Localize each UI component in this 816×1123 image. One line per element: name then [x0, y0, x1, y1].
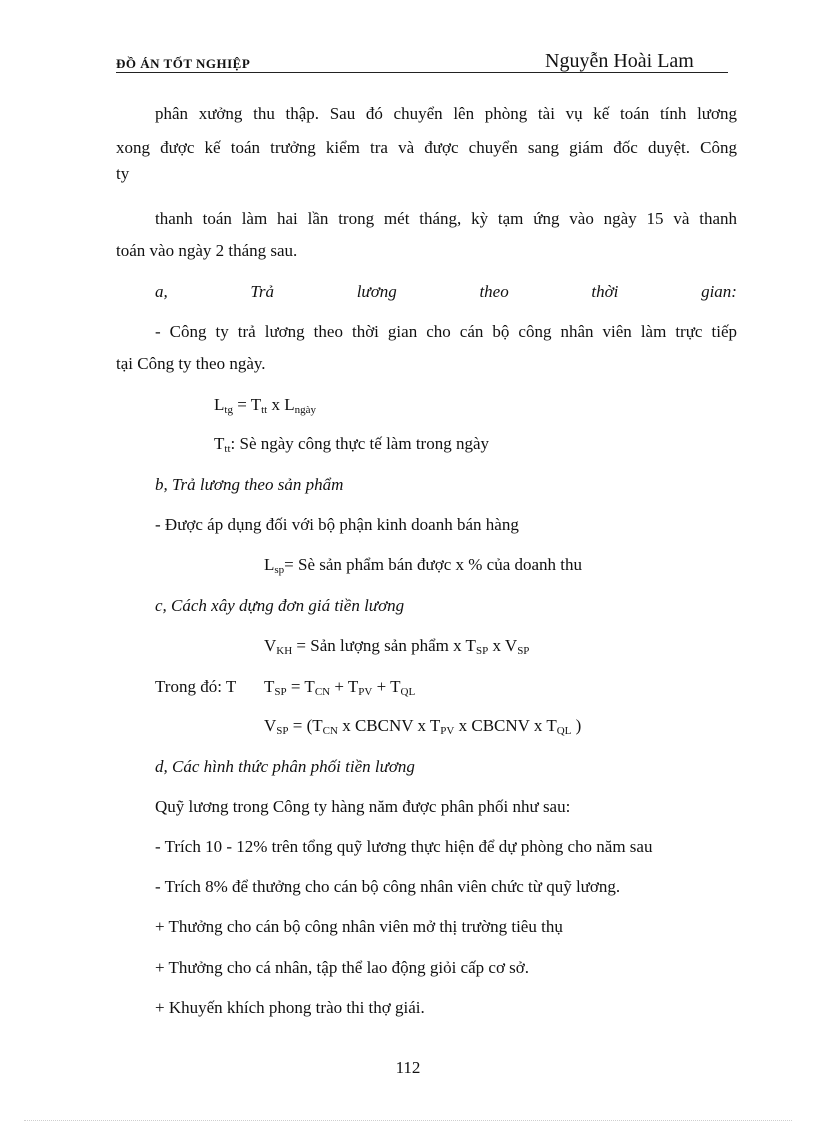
paragraph-line: xong được kế toán trưởng kiểm tra và được chuyển sang giám đốc duyệt. Công [116, 138, 737, 157]
header-title: ĐỒ ÁN TỐT NGHIỆP [116, 56, 251, 71]
heading-a-word: Trả [250, 282, 275, 301]
page-number: 112 [395, 1058, 421, 1077]
heading-a-word: gian: [701, 282, 737, 301]
paragraph-line: + Thưởng cho cá nhân, tập thể lao động giỏi cấp cơ sở. [155, 958, 530, 977]
paragraph-line: - Công ty trả lương theo thời gian cho cán bộ công nhân viên làm trực tiếp [155, 322, 737, 341]
paragraph-line: - Trích 8% để thưởng cho cán bộ công nhân viên chức từ quỹ lương. [155, 877, 621, 896]
paragraph-line: tại Công ty theo ngày. [116, 354, 266, 373]
heading-a [155, 281, 737, 303]
heading-a-word: thời [591, 282, 619, 301]
heading-a-word: theo [479, 282, 509, 301]
heading-a-word: a, [155, 282, 168, 301]
paragraph-line: + Khuyến khích phong trào thi thợ giái. [155, 998, 425, 1017]
paragraph-line: Quỹ lương trong Công ty hàng năm được phân phối như sau: [155, 797, 571, 816]
paragraph-line: ty [116, 164, 130, 183]
paragraph-line: phân xưởng thu thập. Sau đó chuyển lên phòng tài vụ kế toán tính lương [155, 104, 737, 123]
heading-d: d, Các hình thức phân phối tiền lương [155, 757, 415, 776]
formula-ttt-definition: $T_{tt}$: Sè ngày công thực tế làm trong ngày [214, 434, 490, 455]
header-rule [116, 72, 728, 73]
paragraph-line: - Được áp dụng đối với bộ phận kinh doanh bán hàng [155, 515, 519, 534]
formula-vkh: $V_{KH}$ = Sản lượng sản phẩm x $T_{SP}$ x $V_{SP}$ [264, 636, 530, 657]
page-bottom-border [24, 1120, 792, 1121]
heading-a-word: lương [356, 282, 397, 301]
formula-tsp: Trong đó: T $T_{SP} = T_{CN} + T_{PV} + T_{QL}$ [155, 677, 416, 698]
paragraph-line: toán vào ngày 2 tháng sau. [116, 241, 298, 260]
heading-c: c, Cách xây dựng đơn giá tiền lương [155, 596, 405, 615]
formula-ltg: $L_{tg} = T_{tt}$ x $L_{ngày}$ [214, 395, 317, 416]
paragraph-line: + Thưởng cho cán bộ công nhân viên mở thị trường tiêu thụ [155, 917, 563, 936]
formula-vsp: $V_{SP} = (T_{CN}$ x CBCNV x $T_{PV}$ x CBCNV x $T_{QL}$ ) [264, 716, 582, 737]
heading-b: b, Trả lương theo sản phẩm [155, 475, 344, 494]
header-author: Nguyễn Hoài Lam [545, 50, 694, 72]
formula-lsp: $L_{sp}=$ Sè sản phẩm bán được x % của doanh thu [264, 555, 583, 576]
paragraph-line: thanh toán làm hai lần trong mét tháng, kỳ tạm ứng vào ngày 15 và thanh [155, 209, 737, 228]
paragraph-line: - Trích 10 - 12% trên tổng quỹ lương thực hiện để dự phòng cho năm sau [155, 837, 653, 856]
